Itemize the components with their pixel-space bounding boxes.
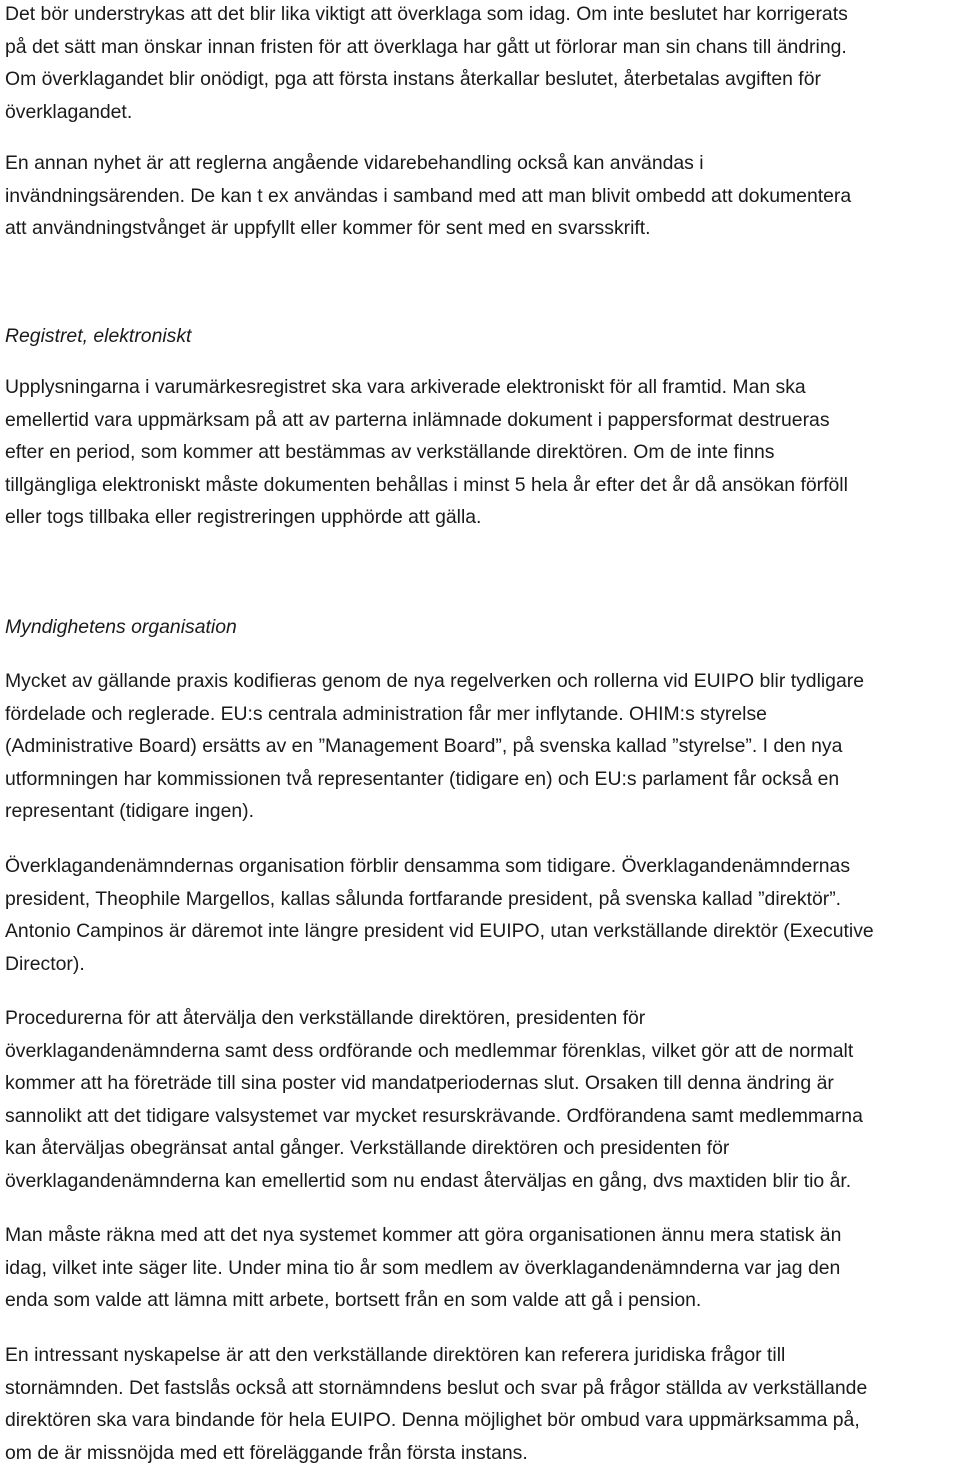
text-line: överklagandenämnderna kan emellertid som nu endast återväljas en gång, dvs maxtiden blir tio år. xyxy=(5,1169,852,1192)
section-heading-organisation: Myndighetens organisation xyxy=(5,616,237,638)
text-line: på det sätt man önskar innan fristen för att överklaga har gått ut förlorar man sin chans till ändring. xyxy=(5,35,847,58)
text-line: eller togs tillbaka eller registreringen upphörde att gälla. xyxy=(5,506,482,529)
text-line: direktören ska vara bindande för hela EUIPO. Denna möjlighet bör ombud vara uppmärksamma på, xyxy=(5,1409,860,1432)
section-heading-registret: Registret, elektroniskt xyxy=(5,325,192,347)
text-line: utformningen har kommissionen två representanter (tidigare en) och EU:s parlament får också en xyxy=(5,767,840,790)
text-line: representant (tidigare ingen). xyxy=(5,800,254,823)
text-line: stornämnden. Det fastslås också att stornämndens beslut och svar på frågor ställda av verkställande xyxy=(5,1376,868,1399)
paragraph-reelection-procedures xyxy=(5,1002,957,1198)
text-line: Antonio Campinos är däremot inte längre president vid EUIPO, utan verkställande direktör (Executive xyxy=(5,920,874,943)
text-line: enda som valde att lämna mitt arbete, bortsett från en som valde att gå i pension. xyxy=(5,1289,702,1312)
text-line: invändningsärenden. De kan t ex användas i samband med att man blivit ombedd att dokumentera xyxy=(5,184,852,207)
text-line: president, Theophile Margellos, kallas sålunda fortfarande president, på svenska kallad ”direktör”. xyxy=(5,887,842,910)
text-line: Det bör understrykas att det blir lika viktigt att överklaga som idag. Om inte beslutet har korrigerats xyxy=(5,3,848,25)
text-line: En annan nyhet är att reglerna angående vidarebehandling också kan användas i xyxy=(5,152,704,174)
text-line: kan återväljas obegränsat antal gånger. Verkställande direktören och presidenten för xyxy=(5,1137,730,1160)
text-line: Överklagandenämndernas organisation förblir densamma som tidigare. Överklagandenämndernas xyxy=(5,855,851,877)
paragraph-grand-board xyxy=(5,1339,957,1469)
text-line: Om överklagandet blir onödigt, pga att första instans återkallar beslutet, återbetalas avgiften för xyxy=(5,68,821,91)
text-line: överklagandet. xyxy=(5,100,133,123)
text-line: överklagandenämnderna samt dess ordförande och medlemmar förenklas, vilket gör att de normalt xyxy=(5,1039,854,1062)
paragraph-continued-processing xyxy=(5,147,957,245)
text-line: Director). xyxy=(5,952,85,975)
paragraph-boards-of-appeal xyxy=(5,850,957,980)
text-line: Mycket av gällande praxis kodifieras genom de nya regelverken och rollerna vid EUIPO blir tydligare xyxy=(5,670,864,692)
text-line: Man måste räkna med att det nya systemet kommer att göra organisationen ännu mera statisk än xyxy=(5,1224,842,1246)
paragraph-electronic-register xyxy=(5,371,957,534)
text-line: att användningstvånget är uppfyllt eller kommer för sent med en svarsskrift. xyxy=(5,217,651,240)
text-line: sannolikt att det tidigare valsystemet var mycket resurskrävande. Ordförandena samt medlemmarna xyxy=(5,1104,863,1127)
text-line: efter en period, som kommer att bestämmas av verkställande direktören. Om de inte finns xyxy=(5,441,775,464)
text-line: Upplysningarna i varumärkesregistret ska vara arkiverade elektroniskt för all framtid. Man ska xyxy=(5,376,806,398)
text-line: kommer att ha företräde till sina poster vid mandatperiodernas slut. Orsaken till denna ändring är xyxy=(5,1072,834,1095)
text-line: emellertid vara uppmärksam på att av parterna inlämnade dokument i pappersformat destrueras xyxy=(5,408,830,431)
paragraph-praxis-codified xyxy=(5,665,957,828)
text-line: idag, vilket inte säger lite. Under mina tio år som medlem av överklagandenämnderna var jag den xyxy=(5,1256,841,1279)
text-line: fördelade och reglerade. EU:s centrala administration får mer inflytande. OHIM:s styrelse xyxy=(5,702,767,725)
text-line: Procedurerna för att återvälja den verkställande direktören, presidenten för xyxy=(5,1007,646,1029)
paragraph-static-organisation xyxy=(5,1219,957,1317)
text-line: En intressant nyskapelse är att den verkställande direktören kan referera juridiska frågor till xyxy=(5,1344,786,1366)
paragraph-appeal-importance xyxy=(5,0,957,128)
text-line: tillgängliga elektroniskt måste dokumenten behållas i minst 5 hela år efter det år då ansökan förföll xyxy=(5,473,848,496)
text-line: om de är missnöjda med ett föreläggande från första instans. xyxy=(5,1441,528,1464)
text-line: (Administrative Board) ersätts av en ”Management Board”, på svenska kallad ”styrelse”. I den nya xyxy=(5,735,843,758)
